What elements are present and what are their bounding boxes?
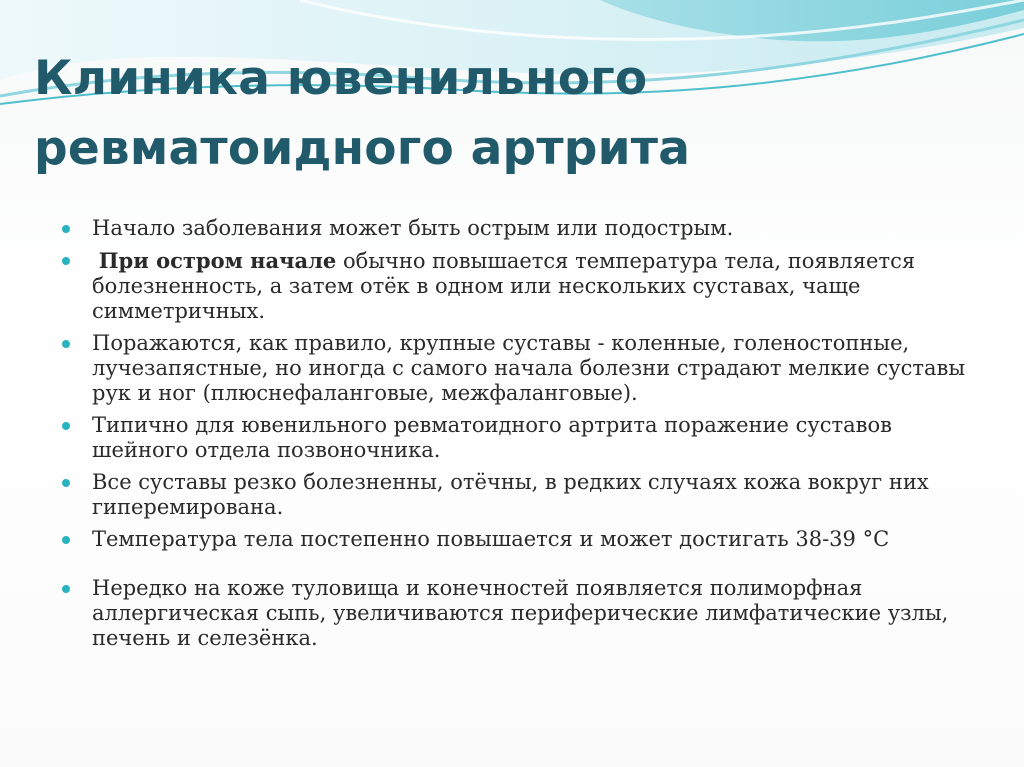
- bullet-item: [56, 470, 976, 520]
- bullet-text: обычно повышается температура тела, появляется болезненность, а затем отёк в одном или нескольких суставах, чаще симметричных.: [92, 249, 916, 323]
- bullet-item: [56, 576, 976, 651]
- bullet-text: Поражаются, как правило, крупные суставы - коленные, голеностопные, лучезапястные, но иногда с самого начала болезни страдают мелкие суставы рук и ног (плюснефаланговые, межфаланговые).: [92, 331, 966, 405]
- bullet-item: [56, 413, 976, 463]
- bullet-icon: [62, 422, 70, 430]
- title-line-2: ревматоидного артрита: [34, 121, 691, 176]
- bullet-icon: [62, 257, 70, 265]
- bullet-text: Температура тела постепенно повышается и может достигать 38-39 °С: [92, 527, 890, 551]
- bullet-text: Типично для ювенильного ревматоидного артрита поражение суставов шейного отдела позвоночника.: [92, 413, 892, 462]
- title-line-1: Клиника ювенильного: [34, 51, 648, 106]
- bullet-lead-text: При остром начале: [98, 248, 337, 273]
- bullet-icon: [62, 479, 70, 487]
- bullet-item: [56, 527, 976, 552]
- bullet-item: [56, 331, 976, 406]
- bullet-icon: [62, 536, 70, 544]
- bullet-icon: [62, 585, 70, 593]
- bullet-text: Начало заболевания может быть острым или подострым.: [92, 216, 734, 240]
- bullet-text: Все суставы резко болезненны, отёчны, в редких случаях кожа вокруг них гиперемирована.: [92, 470, 929, 519]
- slide-title: [34, 44, 914, 184]
- bullet-item: [56, 216, 976, 241]
- bullet-item: [56, 248, 976, 324]
- bullet-list: [56, 216, 976, 658]
- bullet-icon: [62, 225, 70, 233]
- bullet-icon: [62, 340, 70, 348]
- bullet-text: Нередко на коже туловища и конечностей появляется полиморфная аллергическая сыпь, увеличиваются периферические лимфатические узлы, печень и селезёнка.: [92, 576, 949, 650]
